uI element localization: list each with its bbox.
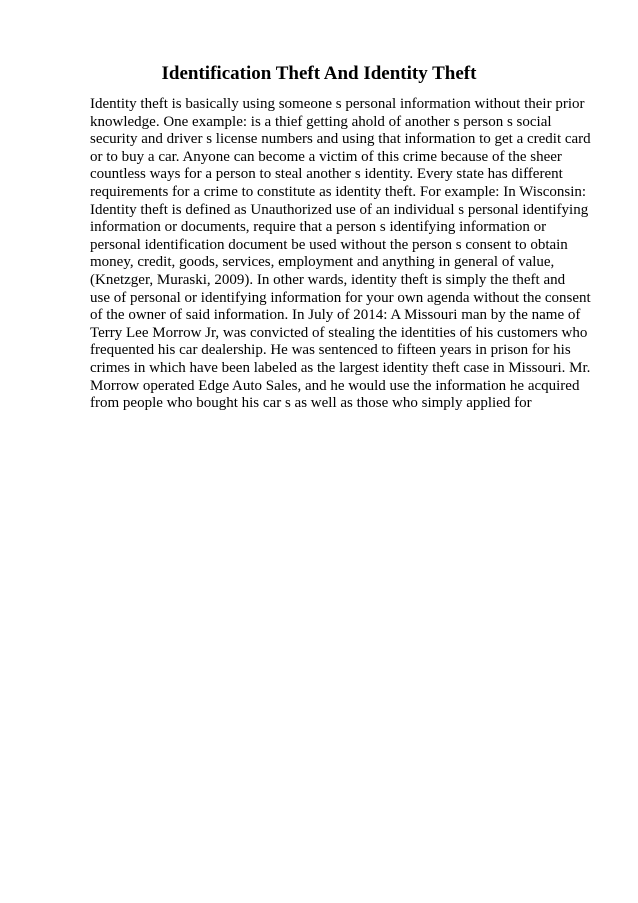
body-line: Identity theft is basically using someone s personal information without their prior [90,96,585,112]
document-body [90,96,591,413]
body-line: from people who bought his car s as well as those who simply applied for [90,395,532,412]
body-line: Terry Lee Morrow Jr, was convicted of stealing the identities of his customers who [90,324,588,341]
body-line: requirements for a crime to constitute as identity theft. For example: In Wisconsin: [90,183,587,200]
body-line: information or documents, require that a person s identifying information or [90,219,547,236]
body-line: personal identification document be used without the person s consent to obtain [90,236,568,253]
body-line: Identity theft is defined as Unauthorized use of an individual s personal identifying [90,201,589,218]
body-line: frequented his car dealership. He was sentenced to fifteen years in prison for his [90,342,571,359]
body-line: (Knetzger, Muraski, 2009). In other wards, identity theft is simply the theft and [90,271,566,288]
body-line: Morrow operated Edge Auto Sales, and he would use the information he acquired [90,377,580,394]
body-line: money, credit, goods, services, employment and anything in general of value, [90,254,555,271]
body-line: or to buy a car. Anyone can become a victim of this crime because of the sheer [90,148,562,165]
body-line: countless ways for a person to steal another s identity. Every state has different [90,166,563,183]
document-title: Identification Theft And Identity Theft [161,63,477,84]
body-line: of the owner of said information. In July of 2014: A Missouri man by the name of [90,307,581,324]
body-line: use of personal or identifying information for your own agenda without the consent [90,289,591,306]
body-line: security and driver s license numbers and using that information to get a credit card [90,131,591,148]
body-line: knowledge. One example: is a thief getting ahold of another s person s social [90,113,552,130]
body-line: crimes in which have been labeled as the largest identity theft case in Missouri. Mr. [90,359,591,376]
